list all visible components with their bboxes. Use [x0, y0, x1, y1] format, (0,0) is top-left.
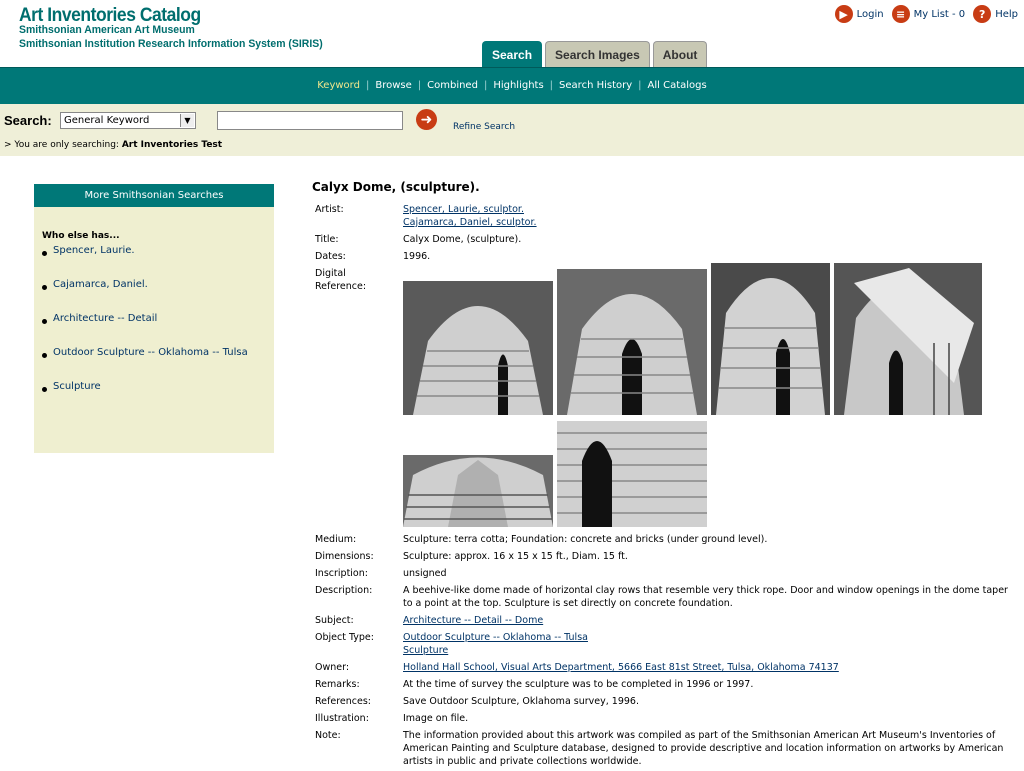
artist-spencer-link[interactable]: Spencer, Laurie, sculptor. — [403, 204, 524, 215]
search-label: Search: — [4, 113, 52, 128]
related-search-list — [34, 245, 274, 415]
list-item — [34, 279, 274, 313]
list-item — [34, 347, 274, 381]
bullet-icon — [42, 353, 47, 358]
my-list-link[interactable] — [892, 5, 966, 23]
table-row — [312, 232, 1022, 249]
subject-values — [400, 613, 1022, 630]
main-tabs — [482, 41, 710, 68]
object-type-values — [400, 630, 1022, 660]
question-icon: ? — [973, 5, 991, 23]
dimensions-value: Sculpture: approx. 16 x 15 x 15 ft., Diam. 15 ft. — [403, 551, 628, 562]
owner-link[interactable]: Holland Hall School, Visual Arts Department, 5666 East 81st Street, Tulsa, Oklahoma 74137 — [403, 662, 839, 673]
thumbnail-image[interactable] — [557, 421, 707, 527]
nav-all-catalogs[interactable]: All Catalogs — [647, 80, 707, 91]
nav-keyword[interactable]: Keyword — [317, 80, 360, 91]
artist-values — [400, 202, 1022, 232]
digital-reference-images — [400, 266, 1022, 532]
bullet-icon — [42, 319, 47, 324]
description-value: A beehive-like dome made of horizontal clay rows that resemble very thick rope. Door and window openings in the dome taper to a point at the top. Sculpture is set directly on concrete foundation. — [403, 585, 1008, 609]
thumbnail-image[interactable] — [557, 269, 707, 415]
search-input[interactable] — [217, 111, 403, 130]
list-item — [34, 245, 274, 279]
search-nav-bar — [0, 67, 1024, 105]
nav-separator: | — [365, 80, 370, 91]
bullet-icon — [42, 285, 47, 290]
thumbnail-image[interactable] — [711, 263, 830, 415]
references-value: Save Outdoor Sculpture, Oklahoma survey, 1996. — [403, 696, 639, 707]
search-go-button[interactable] — [416, 109, 437, 130]
related-spencer-link[interactable]: Spencer, Laurie. — [53, 245, 135, 256]
search-scope — [4, 140, 222, 150]
help-link[interactable] — [973, 5, 1018, 23]
arrow-right-icon: ➜ — [420, 111, 433, 128]
inscription-value: unsigned — [403, 568, 447, 579]
arrow-right-icon: ▶ — [835, 5, 853, 23]
search-bar — [0, 104, 1024, 156]
illustration-label: Illustration: — [315, 713, 369, 724]
remarks-label: Remarks: — [315, 679, 360, 690]
search-type-value: General Keyword — [64, 115, 150, 126]
nav-search-history[interactable]: Search History — [559, 80, 633, 91]
inscription-label: Inscription: — [315, 568, 368, 579]
nav-separator: | — [417, 80, 422, 91]
bullet-icon — [42, 251, 47, 256]
record-title: Calyx Dome, (sculpture). — [312, 180, 480, 194]
nav-browse[interactable]: Browse — [375, 80, 412, 91]
table-row — [312, 660, 1022, 677]
table-row — [312, 694, 1022, 711]
thumbnail-image[interactable] — [403, 281, 553, 415]
related-sculpture-link[interactable]: Sculpture — [53, 381, 101, 392]
help-label: Help — [995, 8, 1018, 20]
who-else-has-label: Who else has... — [42, 231, 120, 241]
table-row — [312, 266, 1022, 532]
chevron-down-icon[interactable]: ▼ — [180, 114, 194, 127]
object-type-label: Object Type: — [315, 632, 374, 643]
more-searches-heading: More Smithsonian Searches — [34, 184, 274, 207]
medium-value: Sculpture: terra cotta; Foundation: concrete and bricks (under ground level). — [403, 534, 768, 545]
thumbnail-image[interactable] — [403, 455, 553, 527]
table-row — [312, 549, 1022, 566]
owner-values — [400, 660, 1022, 677]
table-row — [312, 532, 1022, 549]
tab-search-images[interactable]: Search Images — [545, 41, 650, 68]
list-item — [34, 313, 274, 347]
search-nav-items — [0, 80, 1024, 91]
related-architecture-link[interactable]: Architecture -- Detail — [53, 313, 158, 324]
table-row — [312, 613, 1022, 630]
utility-links — [827, 5, 1018, 23]
medium-label: Medium: — [315, 534, 357, 545]
nav-separator: | — [638, 80, 642, 91]
artist-label: Artist: — [315, 204, 344, 215]
bullet-icon — [42, 387, 47, 392]
museum-name: Smithsonian American Art Museum — [19, 24, 195, 36]
object-type-outdoor-link[interactable]: Outdoor Sculpture -- Oklahoma -- Tulsa — [403, 632, 588, 643]
scope-prefix: > You are only searching: — [4, 140, 119, 150]
table-row — [312, 630, 1022, 660]
thumbnail-image[interactable] — [834, 263, 982, 415]
more-searches-panel — [34, 184, 274, 453]
note-label: Note: — [315, 730, 341, 741]
list-item — [34, 381, 274, 415]
illustration-value: Image on file. — [403, 713, 469, 724]
table-row — [312, 583, 1022, 613]
note-value: The information provided about this artwork was compiled as part of the Smithsonian American Art Museum's Inventories of American Painting and Sculpture database, designed to provide descriptive and location information on artworks by American artists in public and private collections worldwide. — [403, 730, 1004, 767]
dates-label: Dates: — [315, 251, 346, 262]
siris-name: Smithsonian Institution Research Information System (SIRIS) — [19, 38, 323, 50]
owner-label: Owner: — [315, 662, 350, 673]
subject-label: Subject: — [315, 615, 354, 626]
nav-highlights[interactable]: Highlights — [493, 80, 544, 91]
login-link[interactable] — [835, 5, 884, 23]
nav-separator: | — [549, 80, 554, 91]
refine-search-link[interactable]: Refine Search — [453, 122, 516, 132]
object-type-sculpture-link[interactable]: Sculpture — [403, 645, 449, 656]
list-icon: ≡ — [892, 5, 910, 23]
description-label: Description: — [315, 585, 373, 596]
search-type-select[interactable] — [60, 112, 196, 129]
table-row — [312, 566, 1022, 583]
digital-reference-label: Digital Reference: — [315, 268, 367, 292]
artist-cajamarca-link[interactable]: Cajamarca, Daniel, sculptor. — [403, 217, 537, 228]
table-row — [312, 711, 1022, 728]
record-detail — [312, 180, 1022, 771]
my-list-label: My List - 0 — [913, 8, 966, 20]
nav-separator: | — [483, 80, 488, 91]
tab-search[interactable]: Search — [482, 41, 542, 68]
references-label: References: — [315, 696, 371, 707]
table-row — [312, 202, 1022, 232]
dates-value: 1996. — [403, 251, 431, 262]
title-label: Title: — [315, 234, 339, 245]
remarks-value: At the time of survey the sculpture was to be completed in 1996 or 1997. — [403, 679, 754, 690]
subject-link[interactable]: Architecture -- Detail -- Dome — [403, 615, 544, 626]
login-label: Login — [856, 8, 884, 20]
header — [0, 0, 1024, 68]
dimensions-label: Dimensions: — [315, 551, 374, 562]
record-table — [312, 202, 1022, 771]
tab-about[interactable]: About — [653, 41, 708, 68]
nav-combined[interactable]: Combined — [427, 80, 478, 91]
table-row — [312, 728, 1022, 771]
related-outdoor-sculpture-link[interactable]: Outdoor Sculpture -- Oklahoma -- Tulsa — [53, 347, 248, 358]
title-value: Calyx Dome, (sculpture). — [403, 234, 522, 245]
catalog-title[interactable]: Art Inventories Catalog — [19, 5, 201, 26]
scope-value: Art Inventories Test — [121, 140, 223, 150]
image-gallery — [403, 267, 1019, 529]
table-row — [312, 677, 1022, 694]
related-cajamarca-link[interactable]: Cajamarca, Daniel. — [53, 279, 148, 290]
